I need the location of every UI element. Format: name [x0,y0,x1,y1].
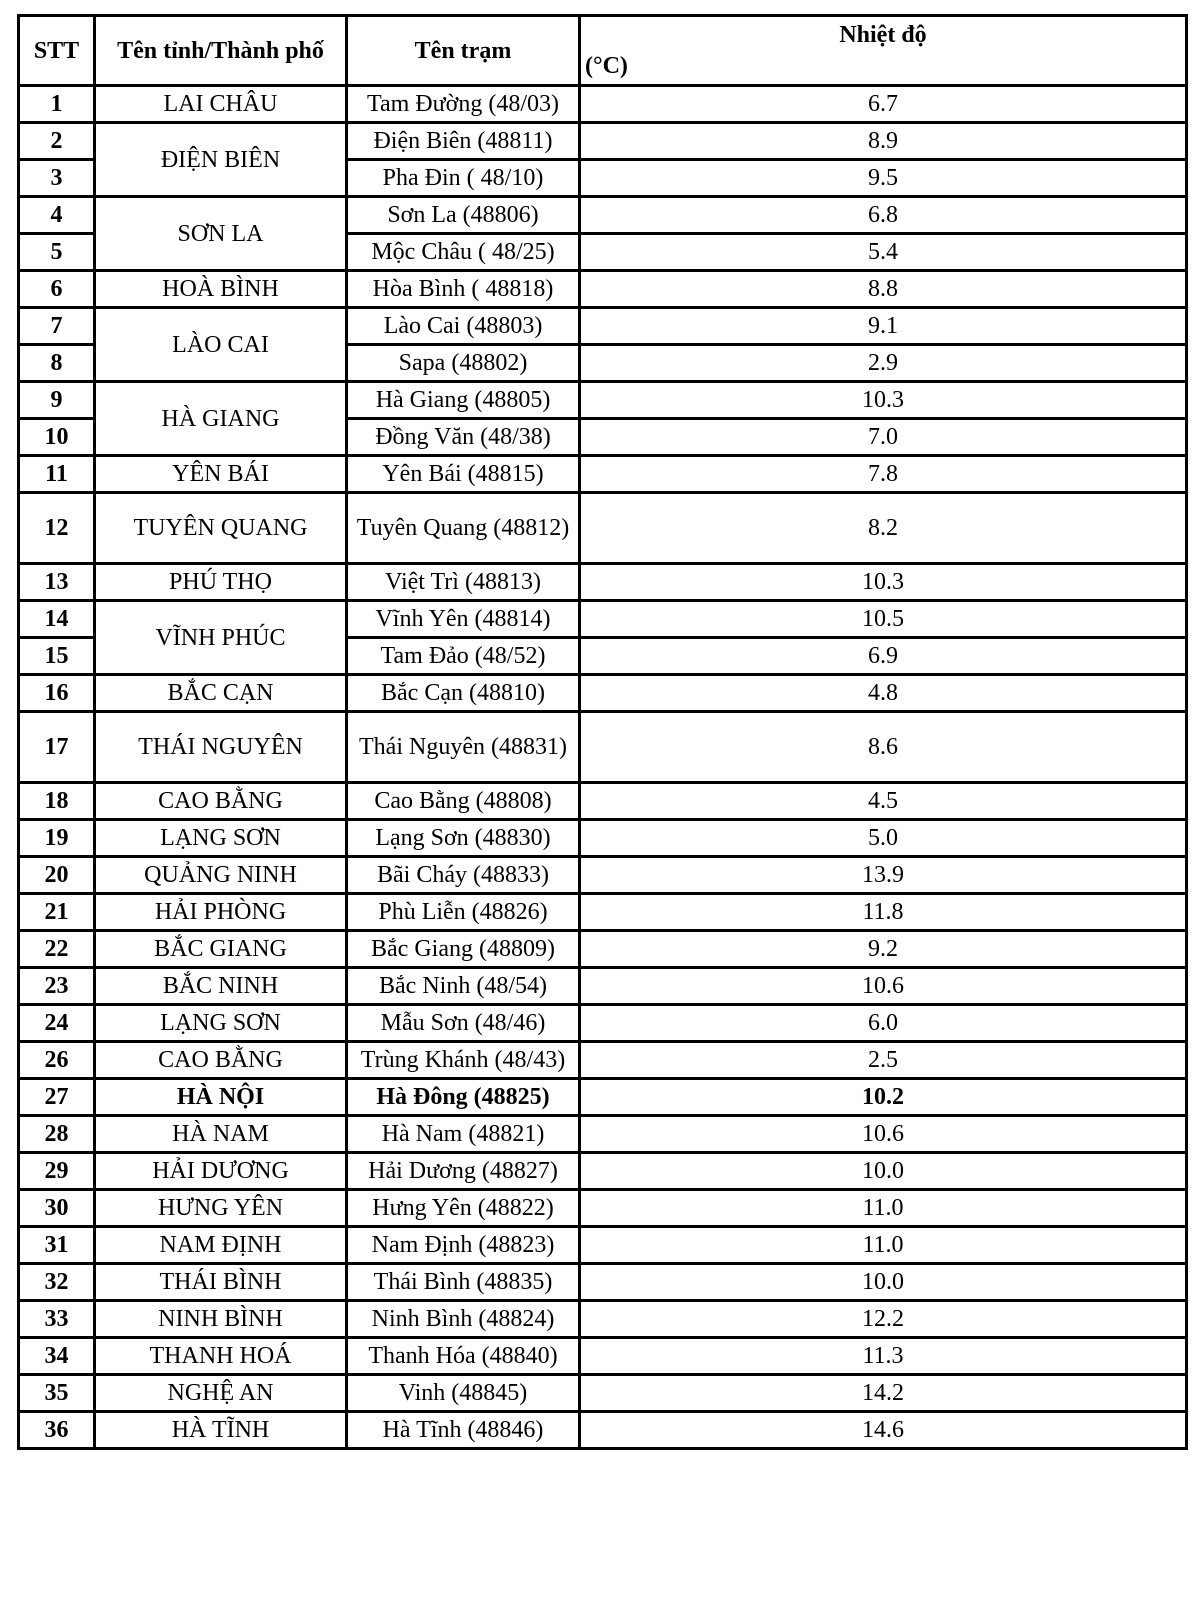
row-temperature: 8.6 [580,712,1187,783]
table-row [19,601,1187,638]
row-stt: 34 [19,1338,95,1375]
row-stt: 19 [19,820,95,857]
row-temperature: 10.3 [580,382,1187,419]
table-row [19,712,1187,783]
table-row [19,820,1187,857]
row-province: CAO BẰNG [95,1042,347,1079]
row-station: Thanh Hóa (48840) [347,1338,580,1375]
row-station: Tam Đảo (48/52) [347,638,580,675]
row-province: YÊN BÁI [95,456,347,493]
row-station: Tam Đường (48/03) [347,86,580,123]
row-station: Hải Dương (48827) [347,1153,580,1190]
row-province: HÀ GIANG [95,382,347,456]
row-province: BẮC CẠN [95,675,347,712]
row-stt: 14 [19,601,95,638]
table-row [19,968,1187,1005]
row-temperature: 10.0 [580,1264,1187,1301]
table-row [19,493,1187,564]
row-stt: 5 [19,234,95,271]
row-temperature: 7.0 [580,419,1187,456]
row-station: Cao Bằng (48808) [347,783,580,820]
row-station: Ninh Bình (48824) [347,1301,580,1338]
table-row [19,1301,1187,1338]
row-temperature: 10.6 [580,968,1187,1005]
row-temperature: 4.8 [580,675,1187,712]
row-province: HÀ TĨNH [95,1412,347,1449]
row-temperature: 7.8 [580,456,1187,493]
row-province: THÁI NGUYÊN [95,712,347,783]
row-temperature: 9.2 [580,931,1187,968]
row-temperature: 2.9 [580,345,1187,382]
table-row [19,308,1187,345]
row-temperature: 8.8 [580,271,1187,308]
row-stt: 26 [19,1042,95,1079]
row-stt: 15 [19,638,95,675]
row-station: Việt Trì (48813) [347,564,580,601]
row-province: HƯNG YÊN [95,1190,347,1227]
row-province: HÀ NAM [95,1116,347,1153]
row-stt: 21 [19,894,95,931]
row-temperature: 9.1 [580,308,1187,345]
row-stt: 10 [19,419,95,456]
row-stt: 3 [19,160,95,197]
table-row [19,931,1187,968]
table-row [19,86,1187,123]
row-province: HOÀ BÌNH [95,271,347,308]
table-row [19,1116,1187,1153]
row-station: Yên Bái (48815) [347,456,580,493]
row-temperature: 10.0 [580,1153,1187,1190]
row-province: VĨNH PHÚC [95,601,347,675]
row-station: Hà Tĩnh (48846) [347,1412,580,1449]
row-temperature: 14.2 [580,1375,1187,1412]
header-temperature-title: Nhiệt độ [839,22,927,48]
row-stt: 6 [19,271,95,308]
table-row [19,1005,1187,1042]
row-station: Sapa (48802) [347,345,580,382]
row-temperature: 11.3 [580,1338,1187,1375]
row-stt: 24 [19,1005,95,1042]
row-province: THANH HOÁ [95,1338,347,1375]
row-stt: 28 [19,1116,95,1153]
table-row [19,857,1187,894]
row-station: Mộc Châu ( 48/25) [347,234,580,271]
row-province: QUẢNG NINH [95,857,347,894]
row-station: Bắc Cạn (48810) [347,675,580,712]
row-stt: 29 [19,1153,95,1190]
row-temperature: 11.0 [580,1190,1187,1227]
row-temperature: 8.2 [580,493,1187,564]
row-stt: 20 [19,857,95,894]
row-station: Điện Biên (48811) [347,123,580,160]
table-row [19,197,1187,234]
row-station: Bắc Giang (48809) [347,931,580,968]
row-temperature: 13.9 [580,857,1187,894]
row-stt: 23 [19,968,95,1005]
temperature-table [17,14,1188,1450]
table-row [19,564,1187,601]
row-stt: 36 [19,1412,95,1449]
row-stt: 32 [19,1264,95,1301]
table-row [19,1264,1187,1301]
row-stt: 35 [19,1375,95,1412]
row-province: HẢI PHÒNG [95,894,347,931]
row-station: Vinh (48845) [347,1375,580,1412]
row-province: HÀ NỘI [95,1079,347,1116]
header-temperature [580,16,1187,86]
temperature-table-sheet [17,14,1185,1450]
row-province: NAM ĐỊNH [95,1227,347,1264]
table-row [19,1375,1187,1412]
table-row [19,1042,1187,1079]
row-province: ĐIỆN BIÊN [95,123,347,197]
row-province: HẢI DƯƠNG [95,1153,347,1190]
table-row [19,1412,1187,1449]
table-row [19,1338,1187,1375]
table-header [19,16,1187,86]
row-temperature: 6.7 [580,86,1187,123]
row-station: Hà Nam (48821) [347,1116,580,1153]
row-temperature: 5.4 [580,234,1187,271]
row-stt: 30 [19,1190,95,1227]
row-station: Mẫu Sơn (48/46) [347,1005,580,1042]
row-temperature: 6.0 [580,1005,1187,1042]
header-stt: STT [19,16,95,86]
table-row [19,382,1187,419]
table-row [19,1079,1187,1116]
row-temperature: 5.0 [580,820,1187,857]
row-temperature: 9.5 [580,160,1187,197]
row-province: LẠNG SƠN [95,820,347,857]
row-station: Tuyên Quang (48812) [347,493,580,564]
row-stt: 18 [19,783,95,820]
table-row [19,1190,1187,1227]
row-province: CAO BẰNG [95,783,347,820]
row-station: Thái Nguyên (48831) [347,712,580,783]
row-station: Hưng Yên (48822) [347,1190,580,1227]
row-stt: 33 [19,1301,95,1338]
row-station: Hòa Bình ( 48818) [347,271,580,308]
row-temperature: 12.2 [580,1301,1187,1338]
table-body [19,86,1187,1449]
row-temperature: 10.3 [580,564,1187,601]
table-row [19,675,1187,712]
row-station: Đồng Văn (48/38) [347,419,580,456]
row-province: LAI CHÂU [95,86,347,123]
header-station: Tên trạm [347,16,580,86]
row-station: Pha Đin ( 48/10) [347,160,580,197]
row-temperature: 6.9 [580,638,1187,675]
row-station: Hà Giang (48805) [347,382,580,419]
row-station: Bắc Ninh (48/54) [347,968,580,1005]
row-stt: 8 [19,345,95,382]
row-stt: 2 [19,123,95,160]
header-province: Tên tỉnh/Thành phố [95,16,347,86]
row-stt: 7 [19,308,95,345]
row-temperature: 2.5 [580,1042,1187,1079]
table-row [19,894,1187,931]
row-station: Lạng Sơn (48830) [347,820,580,857]
row-temperature: 11.0 [580,1227,1187,1264]
row-province: NINH BÌNH [95,1301,347,1338]
row-province: TUYÊN QUANG [95,493,347,564]
row-province: LẠNG SƠN [95,1005,347,1042]
row-temperature: 10.6 [580,1116,1187,1153]
row-temperature: 14.6 [580,1412,1187,1449]
table-row [19,123,1187,160]
row-temperature: 4.5 [580,783,1187,820]
row-station: Vĩnh Yên (48814) [347,601,580,638]
row-stt: 31 [19,1227,95,1264]
row-province: SƠN LA [95,197,347,271]
row-station: Lào Cai (48803) [347,308,580,345]
row-stt: 12 [19,493,95,564]
row-station: Bãi Cháy (48833) [347,857,580,894]
row-stt: 17 [19,712,95,783]
table-row [19,1227,1187,1264]
table-row [19,783,1187,820]
row-station: Sơn La (48806) [347,197,580,234]
row-province: PHÚ THỌ [95,564,347,601]
row-temperature: 6.8 [580,197,1187,234]
row-temperature: 10.5 [580,601,1187,638]
header-row [19,16,1187,86]
row-province: NGHỆ AN [95,1375,347,1412]
row-station: Hà Đông (48825) [347,1079,580,1116]
row-province: BẮC GIANG [95,931,347,968]
row-station: Thái Bình (48835) [347,1264,580,1301]
row-station: Phù Liễn (48826) [347,894,580,931]
header-temperature-unit: (°C) [585,53,628,79]
table-row [19,1153,1187,1190]
row-stt: 11 [19,456,95,493]
row-temperature: 8.9 [580,123,1187,160]
table-row [19,456,1187,493]
row-stt: 22 [19,931,95,968]
row-stt: 9 [19,382,95,419]
row-temperature: 11.8 [580,894,1187,931]
row-stt: 4 [19,197,95,234]
row-station: Trùng Khánh (48/43) [347,1042,580,1079]
row-station: Nam Định (48823) [347,1227,580,1264]
row-stt: 27 [19,1079,95,1116]
row-stt: 13 [19,564,95,601]
row-stt: 16 [19,675,95,712]
row-temperature: 10.2 [580,1079,1187,1116]
row-province: BẮC NINH [95,968,347,1005]
row-stt: 1 [19,86,95,123]
table-row [19,271,1187,308]
row-province: THÁI BÌNH [95,1264,347,1301]
row-province: LÀO CAI [95,308,347,382]
